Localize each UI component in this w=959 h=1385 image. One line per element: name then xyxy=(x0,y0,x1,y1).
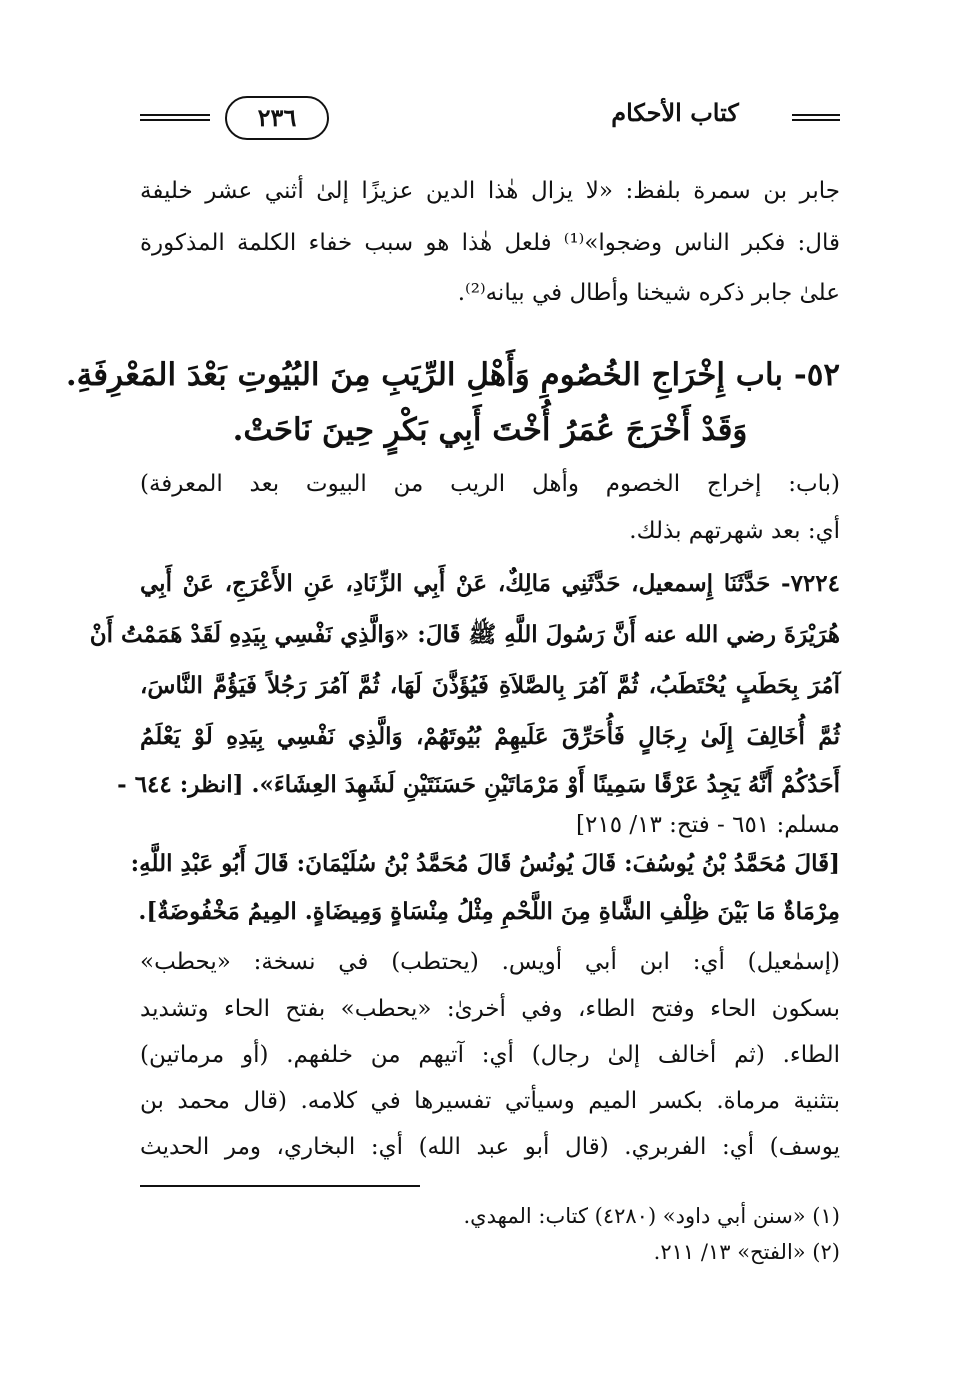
footnote-1: (١) «سنن أبي داود» (٤٢٨٠) كتاب: المهدي. xyxy=(463,1204,840,1228)
text-line: (باب: إخراج الخصوم وأهل الريب من البيوت بعد المعرفة) xyxy=(140,471,840,497)
header-rule-right xyxy=(792,114,840,121)
chapter-heading: ٥٢- باب إِخْرَاجِ الخُصُومِ وَأَهْلِ الرِّيَبِ مِنَ البُيُوتِ بَعْدَ المَعْرِفَةِ. xyxy=(65,357,840,393)
commentary-line: يوسف) أي: الفربري. (قال أبو عبد الله) أي: البخاري، ومر الحديث xyxy=(140,1134,840,1160)
page-number: ٢٣٦ xyxy=(225,96,329,140)
bracketed-note: مِرْمَاةٌ مَا بَيْنَ ظِلْفِ الشَّاةِ مِنَ اللَّحْمِ مِثْلُ مِنْسَاةٍ وَمِيضَاةٍ. المِيمُ مَخْفُوضَةٌ]. xyxy=(138,898,840,925)
hadith-line: أَحَدُكُمْ أَنَّهُ يَجِدُ عَرْقًا سَمِينًا أَوْ مَرْمَاتَيْنِ حَسَنَتَيْنِ لَشَهِدَ العِشَاءَ». [انظر: ٦٤٤ - xyxy=(117,771,840,798)
book-page xyxy=(65,0,840,1385)
text-line: علىٰ جابر ذكره شيخنا وأطال في بيانه⁽²⁾. xyxy=(457,280,840,306)
page-header xyxy=(140,92,840,142)
bracketed-note: [قَالَ مُحَمَّدُ بْنُ يُوسُفَ: قَالَ يُونُسُ قَالَ مُحَمَّدُ بْنُ سُلَيْمَانَ: قَالَ أَبُو عَبْدِ اللَّهِ: xyxy=(130,850,840,877)
commentary-line: الطاء. (ثم أخالف إلىٰ رجال) أي: آتيهم من خلفهم. (أو مرماتين) xyxy=(140,1042,840,1068)
chapter-heading-continued: وَقَدْ أَخْرَجَ عُمَرُ أُخْتَ أَبِي بَكْرٍ حِينَ نَاحَتْ. xyxy=(232,412,748,448)
hadith-line: هُرَيْرَةَ رضي الله عنه أَنَّ رَسُولَ اللَّهِ ﷺ قَالَ: «وَالَّذِي نَفْسِي بِيَدِهِ لَقَدْ هَمَمْتُ أَنْ xyxy=(89,621,840,648)
text-line: جابر بن سمرة بلفظ: «لا يزال هٰذا الدين عزيزًا إلىٰ أثني عشر خليفة xyxy=(140,178,840,204)
footnote-2: (٢) «الفتح» ١٣/ ٢١١. xyxy=(653,1240,840,1264)
footnote-rule xyxy=(140,1185,420,1187)
hadith-line: آمُرَ بِحَطَبٍ يُحْتَطَبُ، ثُمَّ آمُرَ بِالصَّلاَةِ فَيُؤَذَّنَ لَهَا، ثُمَّ آمُرَ رَجُلاً فَيَؤُمَّ النَّاسَ، xyxy=(140,672,840,699)
commentary-line: (إسمٰعيل) أي: ابن أبي أويس. (يحتطب) في نسخة: «يحطب» xyxy=(140,949,840,975)
commentary-line: بتثنية مرماة. بكسر الميم وسيأتي تفسيرها في كلامه. (قال محمد بن xyxy=(140,1088,840,1114)
text-line: أي: بعد شهرتهم بذلك. xyxy=(629,518,840,544)
header-rule-left xyxy=(140,114,210,121)
text-line: قال: فكبر الناس وضجوا»⁽¹⁾ فلعل هٰذا هو سبب خفاء الكلمة المذكورة xyxy=(140,230,840,256)
book-title: كتاب الأحكام xyxy=(611,98,739,127)
commentary-line: بسكون الحاء وفتح الطاء، وفي أخرىٰ: «يحطب» بفتح الحاء وتشديد xyxy=(140,996,840,1022)
hadith-line: ثُمَّ أُخَالِفَ إِلَىٰ رِجَالٍ فَأُحَرِّقَ عَلَيهِمْ بُيُوتَهُمْ، وَالَّذِي نَفْسِي بِيَدِهِ لَوْ يَعْلَمُ xyxy=(140,723,840,750)
hadith-line: ٧٢٢٤- حَدَّثَنَا إِسمعيل، حَدَّثَنِي مَالِكٌ، عَنْ أَبِي الزِّنَادِ، عَنِ الأَعْرَجِ، عَنْ أَبِي xyxy=(140,570,840,597)
hadith-reference: مسلم: ٦٥١ - فتح: ١٣/ ٢١٥] xyxy=(576,812,840,838)
